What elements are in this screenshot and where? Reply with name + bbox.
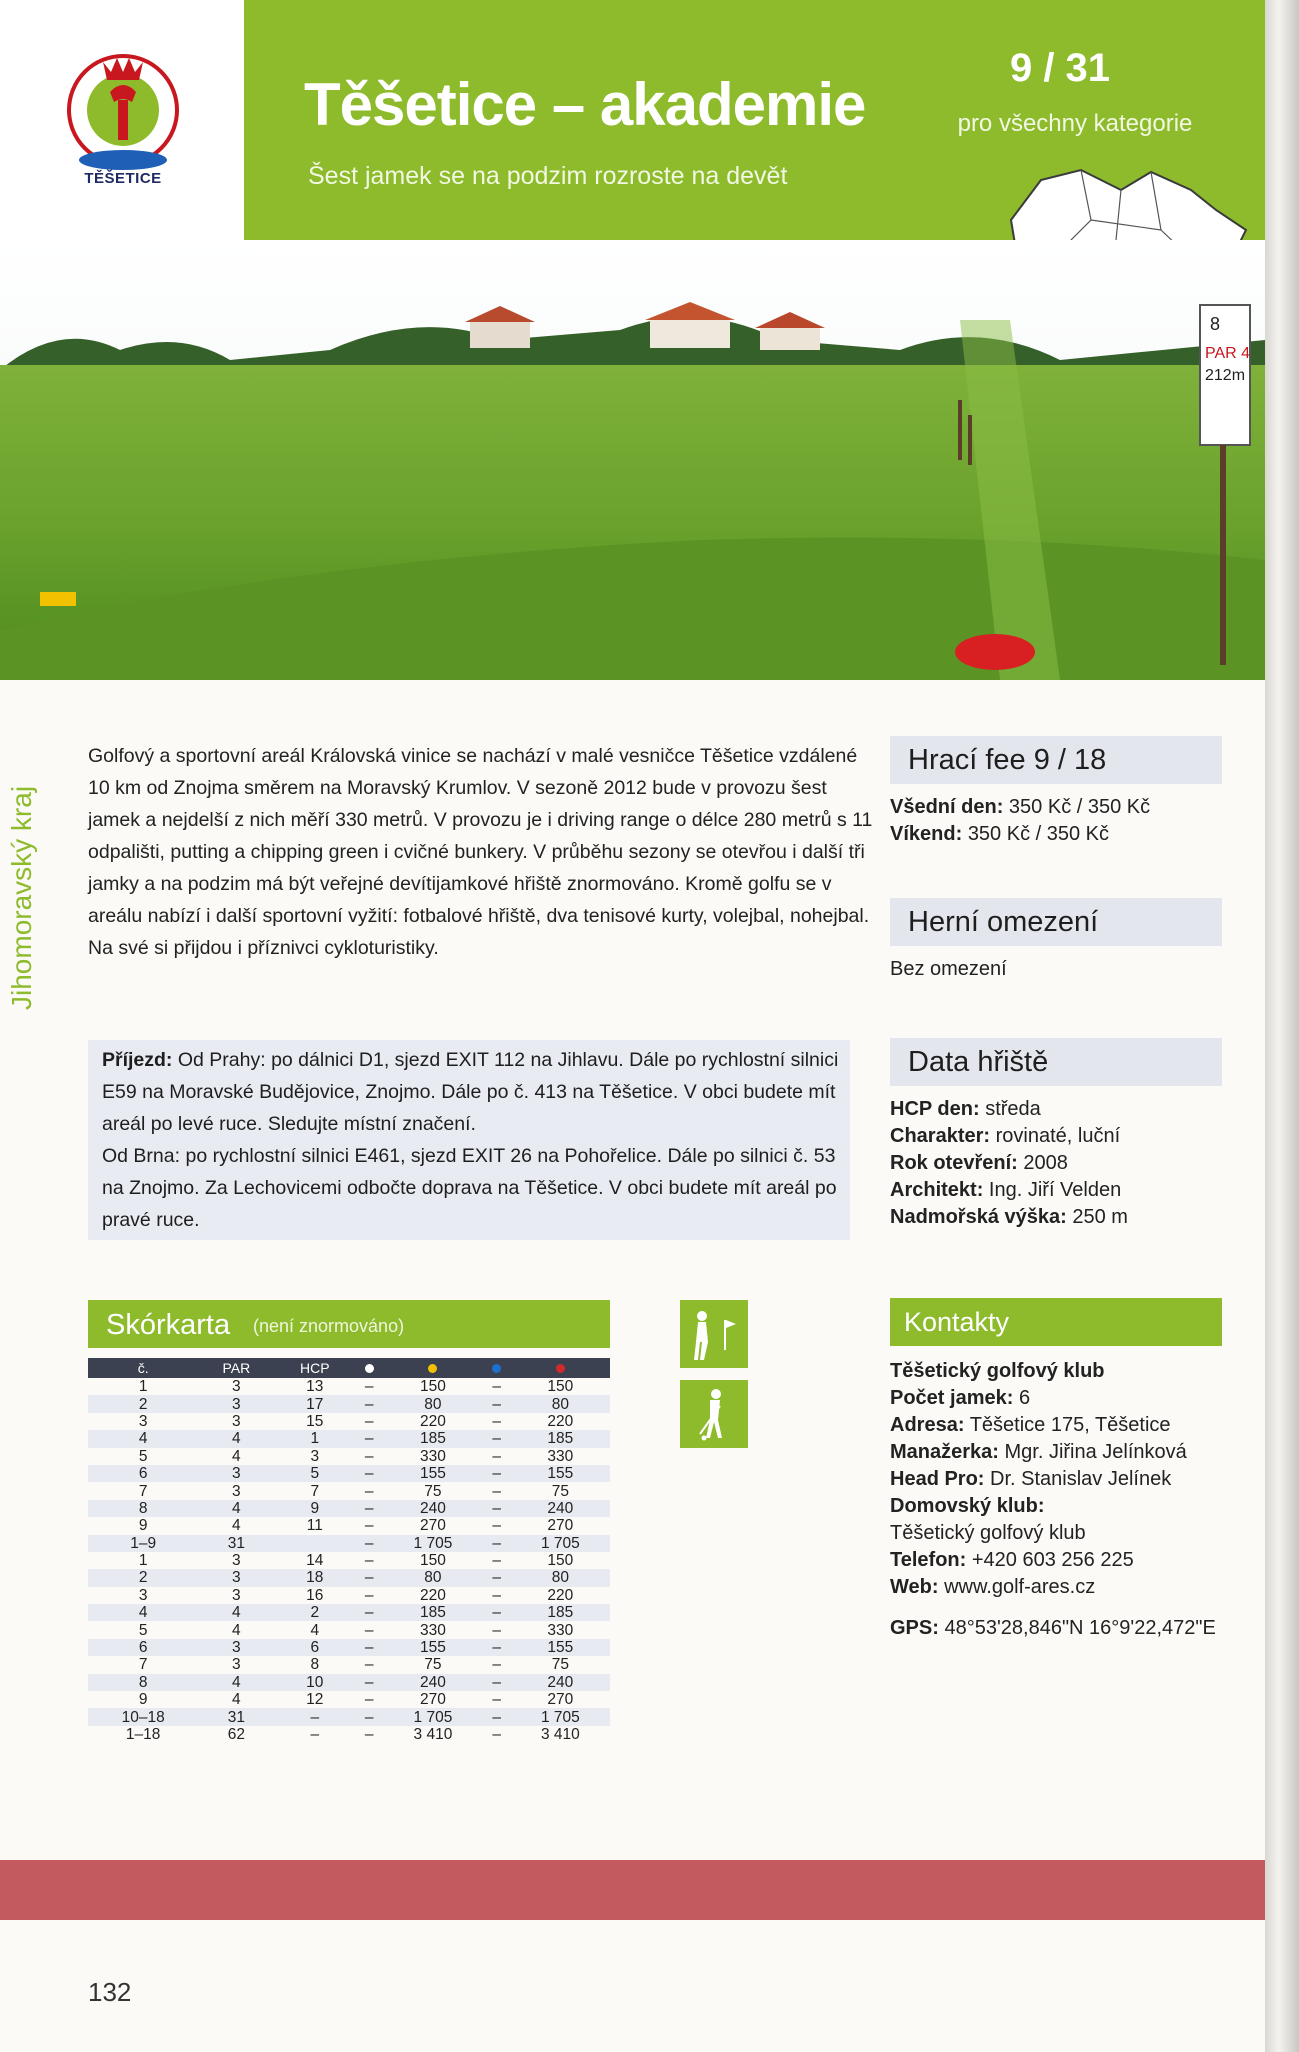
contacts-gps: 48°53'28,846"N 16°9'22,472"E xyxy=(944,1617,1216,1639)
contacts-info xyxy=(890,1358,1250,1642)
scorecard-cell: 3 xyxy=(232,1586,241,1604)
scorecard-cell: 3 xyxy=(138,1586,148,1604)
course-photo xyxy=(0,240,1265,680)
scorecard-row xyxy=(88,1621,610,1638)
scorecard-row xyxy=(88,1482,610,1499)
scorecard-row xyxy=(88,1500,610,1517)
scorecard-cell: 9 xyxy=(138,1691,148,1709)
contacts-address-label: Adresa: xyxy=(890,1414,965,1436)
scorecard-cell: 6 xyxy=(274,1639,355,1656)
contacts-home: Těšetický golfový klub xyxy=(890,1522,1086,1544)
scorecard-row xyxy=(88,1552,610,1569)
scorecard-row xyxy=(88,1708,610,1725)
contacts-phone-label: Telefon: xyxy=(890,1549,967,1571)
scorecard-cell: 5 xyxy=(138,1621,148,1639)
scorecard-cell: 155 xyxy=(511,1465,610,1482)
scorecard-row xyxy=(88,1674,610,1691)
directions-brno-lead: Od Brna: xyxy=(102,1145,181,1167)
scorecard-cell: 8 xyxy=(88,1500,198,1517)
scorecard-cell: – xyxy=(492,1656,501,1674)
scorecard-cell: 4 xyxy=(198,1674,274,1691)
scorecard-cell: – xyxy=(492,1586,501,1604)
scorecard-cell: 11 xyxy=(306,1517,323,1535)
tee-marker-icon xyxy=(556,1364,565,1373)
scorecard-cell: – xyxy=(483,1395,511,1412)
scorecard-body xyxy=(88,1378,610,1743)
scorecard-cell: 15 xyxy=(306,1412,324,1430)
scorecard-cell: 1 705 xyxy=(383,1535,482,1552)
course-altitude-label: Nadmořská výška: xyxy=(890,1206,1067,1228)
restrictions-text: Bez omezení xyxy=(890,958,1007,980)
scorecard-cell: – xyxy=(355,1395,383,1412)
scorecard-cell: 4 xyxy=(232,1691,241,1709)
scorecard-cell: 14 xyxy=(306,1552,324,1570)
tee-marker-icon xyxy=(365,1364,374,1373)
scorecard-cell: 185 xyxy=(383,1430,482,1447)
sign-length: 212m xyxy=(1205,367,1246,384)
scorecard-cell: – xyxy=(364,1691,374,1709)
scorecard-cell: 4 xyxy=(232,1621,241,1639)
scorecard-cell: – xyxy=(492,1517,501,1535)
scorecard-cell: – xyxy=(355,1569,383,1586)
scorecard-row xyxy=(88,1587,610,1604)
scorecard-header-cell: č. xyxy=(88,1358,198,1378)
scorecard-header-row xyxy=(88,1358,610,1378)
scorecard-cell: 3 xyxy=(232,1552,241,1570)
course-hcp: středa xyxy=(985,1098,1041,1120)
scorecard-cell: 155 xyxy=(383,1465,482,1482)
scorecard-cell: 3 xyxy=(232,1412,241,1430)
page-subtitle: Šest jamek se na podzim rozroste na devět xyxy=(308,162,788,190)
scorecard-cell: 150 xyxy=(419,1378,446,1396)
directions-box xyxy=(88,1040,850,1240)
scorecard-cell: 80 xyxy=(383,1569,482,1586)
scorecard-cell: 12 xyxy=(306,1691,324,1709)
course-altitude: 250 m xyxy=(1072,1206,1128,1228)
scorecard-cell: 13 xyxy=(306,1378,324,1396)
scorecard-cell: 80 xyxy=(511,1569,610,1586)
fees-info xyxy=(890,794,1230,848)
contacts-club: Těšetický golfový klub xyxy=(890,1360,1105,1382)
contacts-manager: Mgr. Jiřina Jelínková xyxy=(1004,1441,1187,1463)
golf-course-icon xyxy=(680,1300,748,1368)
fees-weekday-label: Všední den: xyxy=(890,796,1004,818)
bottom-band xyxy=(0,1860,1265,1920)
fees-weekday: 350 Kč / 350 Kč xyxy=(1008,796,1151,818)
scorecard-cell: 185 xyxy=(511,1604,610,1621)
contacts-web-link[interactable]: www.golf-ares.cz xyxy=(944,1576,1096,1598)
course-hcp-label: HCP den: xyxy=(890,1098,980,1120)
scorecard-cell: 1 705 xyxy=(383,1708,482,1725)
scorecard-cell: 1 705 xyxy=(511,1708,610,1725)
contacts-holes: 6 xyxy=(1018,1387,1031,1409)
scorecard-heading xyxy=(88,1300,610,1348)
scorecard-cell: – xyxy=(355,1465,383,1482)
scorecard-cell: – xyxy=(492,1412,501,1430)
scorecard-cell: 155 xyxy=(383,1639,482,1656)
scorecard-row xyxy=(88,1395,610,1412)
contacts-home-label: Domovský klub: xyxy=(890,1495,1045,1517)
golf-practice-icon xyxy=(680,1380,748,1448)
scorecard-cell: – xyxy=(364,1412,374,1430)
contacts-gps-label: GPS: xyxy=(890,1617,939,1639)
scorecard-cell: 9 xyxy=(138,1517,148,1535)
scorecard-cell: 75 xyxy=(551,1482,569,1500)
scorecard-cell: – xyxy=(492,1726,501,1743)
scorecard-header-cell xyxy=(483,1358,511,1378)
scorecard-cell: 2 xyxy=(274,1604,355,1621)
scorecard-cell: 5 xyxy=(274,1465,355,1482)
scorecard-cell: 150 xyxy=(547,1552,574,1570)
scorecard-cell: 1–9 xyxy=(88,1535,198,1552)
scorecard-cell: – xyxy=(483,1465,511,1482)
scorecard-cell: 8 xyxy=(88,1674,198,1691)
directions-label: Příjezd: xyxy=(102,1049,173,1071)
scorecard-row xyxy=(88,1726,610,1743)
scorecard-cell: – xyxy=(364,1656,374,1674)
course-data-heading: Data hřiště xyxy=(890,1038,1222,1086)
fees-weekend-label: Víkend: xyxy=(890,823,963,845)
scorecard-cell: 3 410 xyxy=(413,1726,453,1743)
contacts-address: Těšetice 175, Těšetice xyxy=(969,1414,1171,1436)
contacts-web-label[interactable]: Web: xyxy=(890,1576,939,1598)
scorecard-cell: 31 xyxy=(198,1535,274,1552)
restrictions-heading: Herní omezení xyxy=(890,898,1222,946)
scorecard-cell: – xyxy=(364,1552,374,1570)
scorecard-cell: 6 xyxy=(88,1639,198,1656)
scorecard-cell: – xyxy=(355,1708,383,1725)
scorecard-cell: 3 xyxy=(310,1447,320,1465)
contacts-manager-label: Manažerka: xyxy=(890,1441,999,1463)
scorecard-cell: 6 xyxy=(88,1465,198,1482)
scorecard-cell: – xyxy=(483,1639,511,1656)
scorecard-cell: 3 410 xyxy=(540,1726,580,1743)
scorecard-cell: 185 xyxy=(383,1604,482,1621)
scorecard-cell: 62 xyxy=(227,1726,245,1743)
scorecard-table xyxy=(88,1358,610,1743)
scorecard-cell: – xyxy=(483,1500,511,1517)
course-opened-label: Rok otevření: xyxy=(890,1152,1018,1174)
scorecard-cell: 270 xyxy=(547,1691,574,1709)
scorecard-cell: 4 xyxy=(88,1430,198,1447)
scorecard-cell: 3 xyxy=(232,1378,241,1396)
scorecard-cell: 16 xyxy=(306,1586,324,1604)
scorecard-cell: – xyxy=(492,1447,501,1465)
scorecard-row xyxy=(88,1430,610,1447)
scorecard-cell: – xyxy=(355,1535,383,1552)
scorecard-cell: – xyxy=(492,1552,501,1570)
scorecard-cell: 1 xyxy=(274,1430,355,1447)
scorecard-cell: 9 xyxy=(274,1500,355,1517)
scorecard-cell: 3 xyxy=(232,1656,241,1674)
directions-brno: po rychlostní silnici E461, sjezd EXIT 26 na Pohořelice. Dále po silnici č. 53 na Znojmo. Za Lechovicemi odbočte doprava na Těšetice. V obci budete mít areál po pravé ruce. xyxy=(102,1145,837,1231)
scorecard-cell: – xyxy=(364,1621,374,1639)
scorecard-row xyxy=(88,1639,610,1656)
scorecard-cell: – xyxy=(355,1604,383,1621)
scorecard-cell: 3 xyxy=(232,1482,241,1500)
scorecard-cell: 330 xyxy=(419,1447,446,1465)
scorecard-cell: 4 xyxy=(232,1517,241,1535)
scorecard-cell: 75 xyxy=(551,1656,569,1674)
contacts-headpro: Dr. Stanislav Jelínek xyxy=(990,1468,1172,1490)
scorecard-row xyxy=(88,1413,610,1430)
scorecard-cell: 80 xyxy=(511,1395,610,1412)
scorecard-cell: 220 xyxy=(419,1412,446,1430)
scorecard-cell: 3 xyxy=(198,1639,274,1656)
scorecard-cell: 10 xyxy=(274,1674,355,1691)
side-region-label: Jihomoravský kraj xyxy=(6,785,37,1010)
scorecard-cell: 31 xyxy=(198,1708,274,1725)
course-opened: 2008 xyxy=(1023,1152,1068,1174)
scorecard-row xyxy=(88,1465,610,1482)
scorecard-cell: – xyxy=(483,1674,511,1691)
scorecard-cell: 3 xyxy=(198,1465,274,1482)
scorecard-row xyxy=(88,1656,610,1673)
scorecard-cell: 4 xyxy=(310,1621,320,1639)
scorecard-header-cell xyxy=(511,1358,610,1378)
course-data xyxy=(890,1096,1230,1231)
scorecard-cell: 270 xyxy=(419,1517,446,1535)
scorecard-cell: 330 xyxy=(547,1447,574,1465)
scorecard-cell: 1 xyxy=(138,1552,148,1570)
scorecard-cell: 5 xyxy=(138,1447,148,1465)
scorecard-cell: 220 xyxy=(547,1412,574,1430)
scorecard-cell: 220 xyxy=(547,1586,574,1604)
intro-text: Golfový a sportovní areál Královská vinice se nachází v malé vesničce Těšetice vzdálené 10 km od Znojma směrem na Moravský Krumlov. V sezoně 2012 bude v provozu šest jamek a nejdelší z nich měří 330 metrů. V provozu je i driving range o délce 280 metrů s 11 odpališti, putting a chipping green i cvičné bunkery. V průběhu sezony se otevřou i další tři jamky a na podzim má být veřejné devítijamkové hřiště znormováno. Kromě golfu se v areálu nabízí i další sportovní vyžití: fotbalové hřiště, dva tenisové kurty, volejbal, nohejbal. Na své si přijdou i příznivci cykloturistiky. xyxy=(88,745,873,959)
scorecard-cell: 2 xyxy=(88,1395,198,1412)
course-architect: Ing. Jiří Velden xyxy=(988,1179,1122,1201)
scorecard-cell: 185 xyxy=(511,1430,610,1447)
scorecard-cell: 150 xyxy=(547,1378,574,1396)
scorecard-cell: 4 xyxy=(232,1447,241,1465)
directions-prague-lead: Od Prahy: xyxy=(177,1049,266,1071)
scorecard-cell: 330 xyxy=(419,1621,446,1639)
scorecard-cell: – xyxy=(492,1482,501,1500)
scorecard-cell: 7 xyxy=(138,1482,148,1500)
scorecard-cell: 3 xyxy=(138,1412,148,1430)
scorecard-note: (není znormováno) xyxy=(253,1316,405,1336)
scorecard-cell: 2 xyxy=(88,1569,198,1586)
scorecard-cell: 240 xyxy=(511,1674,610,1691)
sign-hole: 8 xyxy=(1210,314,1221,334)
scorecard-row xyxy=(88,1378,610,1395)
rank-number: 9 / 31 xyxy=(1009,46,1111,90)
scorecard-cell: – xyxy=(310,1726,320,1743)
scorecard-header-cell: PAR xyxy=(198,1358,274,1378)
tee-marker-icon xyxy=(492,1364,501,1373)
scorecard-cell: – xyxy=(364,1586,374,1604)
scorecard-header-cell xyxy=(383,1358,482,1378)
scorecard-cell: 4 xyxy=(198,1604,274,1621)
scorecard-cell: 4 xyxy=(198,1500,274,1517)
scorecard-cell: 80 xyxy=(383,1395,482,1412)
scorecard-cell xyxy=(274,1535,355,1552)
scorecard-header-cell: HCP xyxy=(274,1358,355,1378)
scorecard-cell: 270 xyxy=(419,1691,446,1709)
logo-text: TĚŠETICE xyxy=(84,170,162,187)
scorecard-cell: 4 xyxy=(88,1604,198,1621)
contacts-headpro-label: Head Pro: xyxy=(890,1468,985,1490)
scorecard-cell: 1–18 xyxy=(125,1726,161,1743)
scorecard-cell: 75 xyxy=(424,1482,442,1500)
scorecard-cell: 3 xyxy=(198,1395,274,1412)
scorecard-cell: – xyxy=(355,1639,383,1656)
scorecard-cell: – xyxy=(483,1569,511,1586)
fees-heading: Hrací fee 9 / 18 xyxy=(890,736,1222,784)
course-character: rovinaté, luční xyxy=(995,1125,1121,1147)
header-band xyxy=(244,0,1265,240)
scorecard-cell: – xyxy=(364,1378,374,1396)
scorecard-cell: – xyxy=(355,1430,383,1447)
scorecard-row xyxy=(88,1691,610,1708)
scorecard-cell: 10–18 xyxy=(88,1708,198,1725)
scorecard-cell: – xyxy=(483,1708,511,1725)
fees-weekend: 350 Kč / 350 Kč xyxy=(967,823,1110,845)
scorecard-cell: – xyxy=(483,1430,511,1447)
scorecard-cell: – xyxy=(483,1535,511,1552)
course-architect-label: Architekt: xyxy=(890,1179,984,1201)
scorecard-cell: 220 xyxy=(419,1586,446,1604)
scorecard-cell: 240 xyxy=(383,1674,482,1691)
contacts-phone: +420 603 256 225 xyxy=(971,1549,1134,1571)
scorecard-cell: – xyxy=(492,1621,501,1639)
scorecard-cell: 3 xyxy=(198,1569,274,1586)
scorecard-cell: 4 xyxy=(198,1430,274,1447)
scorecard-row xyxy=(88,1517,610,1534)
page-number: 132 xyxy=(88,1977,132,2007)
scorecard-cell: 8 xyxy=(310,1656,320,1674)
scorecard-cell: – xyxy=(492,1378,501,1396)
scorecard-cell: 330 xyxy=(547,1621,574,1639)
scorecard-cell: – xyxy=(364,1447,374,1465)
scorecard-cell: 1 xyxy=(138,1378,148,1396)
scorecard-row xyxy=(88,1448,610,1465)
scorecard-cell: 7 xyxy=(310,1482,320,1500)
contacts-heading: Kontakty xyxy=(890,1298,1222,1346)
scorecard-cell: – xyxy=(355,1674,383,1691)
scorecard-cell: 155 xyxy=(511,1639,610,1656)
scorecard-cell: – xyxy=(355,1500,383,1517)
scorecard-row xyxy=(88,1569,610,1586)
scorecard-title: Skórkarta xyxy=(106,1309,231,1341)
scorecard-cell: 75 xyxy=(424,1656,442,1674)
scorecard-cell: 240 xyxy=(511,1500,610,1517)
scorecard-cell: 7 xyxy=(138,1656,148,1674)
club-logo xyxy=(0,0,244,240)
sign-par: PAR 4 xyxy=(1205,345,1251,362)
scorecard-cell: – xyxy=(483,1604,511,1621)
scorecard-cell: 18 xyxy=(274,1569,355,1586)
tee-marker-icon xyxy=(428,1364,437,1373)
scorecard-cell: – xyxy=(364,1517,374,1535)
directions-prague: po dálnici D1, sjezd EXIT 112 na Jihlavu. Dále po rychlostní silnici E59 na Moravské Budějovice, Znojmo. Dále po č. 413 na Těšetice. V obci budete mít areál po levé ruce. Sledujte místní značení. xyxy=(102,1049,839,1135)
contacts-holes-label: Počet jamek: xyxy=(890,1387,1014,1409)
scorecard-cell: 17 xyxy=(274,1395,355,1412)
page-title: Těšetice – akademie xyxy=(304,71,866,138)
scorecard-row xyxy=(88,1604,610,1621)
scorecard-header-cell xyxy=(355,1358,383,1378)
course-character-label: Charakter: xyxy=(890,1125,991,1147)
scorecard-row xyxy=(88,1535,610,1552)
scorecard-cell: 150 xyxy=(419,1552,446,1570)
scorecard-cell: 270 xyxy=(547,1517,574,1535)
scorecard-cell: – xyxy=(492,1691,501,1709)
scorecard-cell: – xyxy=(274,1708,355,1725)
rank-note: pro všechny kategorie xyxy=(957,110,1193,137)
scorecard-cell: 1 705 xyxy=(511,1535,610,1552)
scorecard-cell: – xyxy=(364,1726,374,1743)
page-edge xyxy=(1265,0,1299,2052)
scorecard-cell: – xyxy=(364,1482,374,1500)
scorecard-cell: 240 xyxy=(383,1500,482,1517)
